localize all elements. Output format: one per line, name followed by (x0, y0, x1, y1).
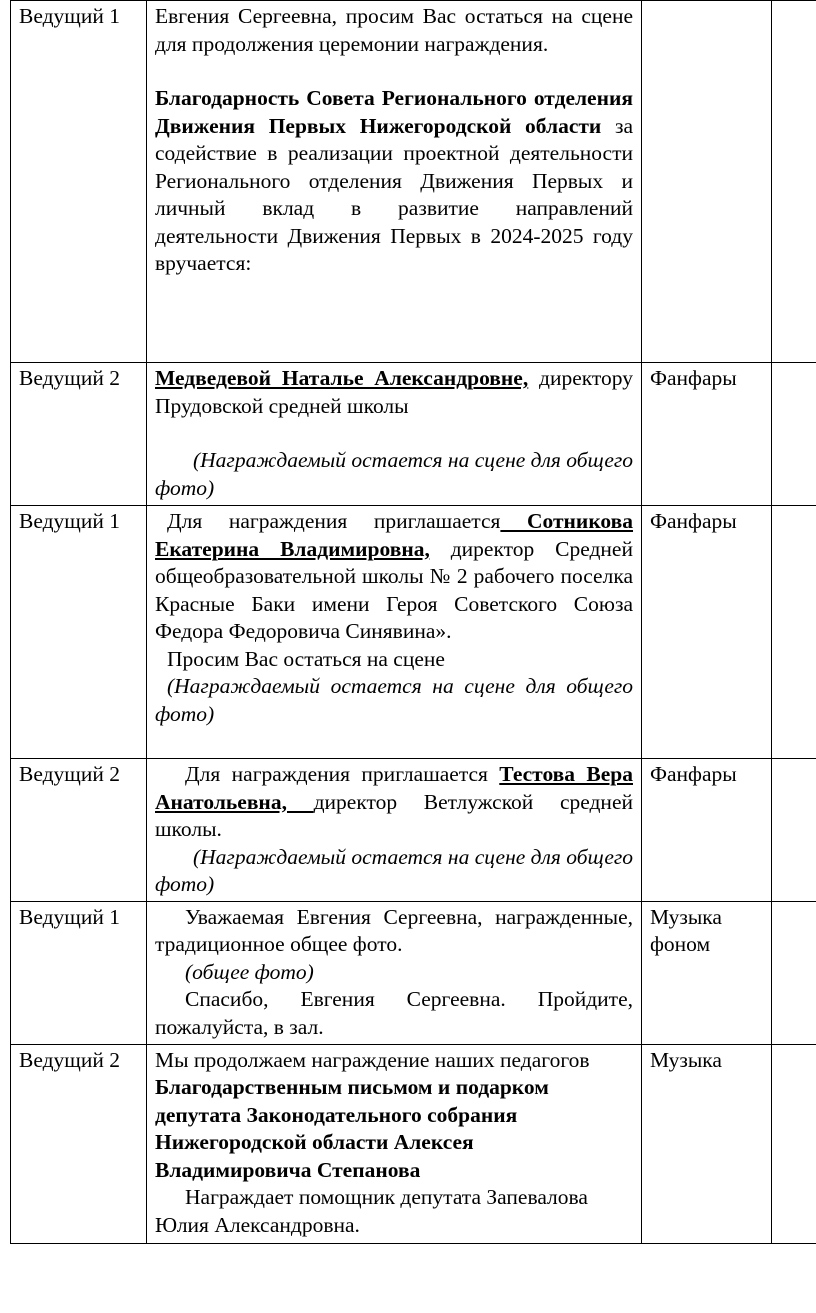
script-paragraph: Просим Вас остаться на сцене (167, 646, 445, 671)
award-title: Благодарность Совета Регионального отделения Движения Первых Нижегородской области (155, 86, 633, 138)
empty-cell (772, 506, 816, 759)
cue-cell: Музыка фоном (642, 901, 772, 1044)
awardee-position: директору Прудовской средней школы (155, 366, 633, 418)
script-paragraph (155, 761, 633, 844)
stage-note: (Награждаемый остается на сцене для общего фото) (155, 674, 633, 726)
script-paragraph (155, 1047, 633, 1185)
speaker-cell: Ведущий 1 (11, 901, 147, 1044)
stage-note: (Награждаемый остается на сцене для общего фото) (155, 448, 633, 500)
table-row (11, 363, 816, 506)
script-paragraph: Спасибо, Евгения Сергеевна. Пройдите, пожалуйста, в зал. (155, 987, 633, 1039)
script-cell (147, 1, 642, 363)
script-paragraph: Уважаемая Евгения Сергеевна, награжденные, традиционное общее фото. (155, 904, 633, 956)
awardee-position: директор Ветлужской средней школы. (155, 789, 633, 841)
script-paragraph: Награждает помощник депутата Запевалова Юлия Александровна. (155, 1185, 588, 1237)
invitation-text: Для награждения приглашается (167, 509, 501, 533)
table-row (11, 1044, 816, 1243)
cue-cell (642, 1, 772, 363)
cue-cell: Музыка (642, 1044, 772, 1243)
ceremony-script-table (10, 0, 816, 1244)
speaker-cell: Ведущий 1 (11, 1, 147, 363)
table-row (11, 759, 816, 902)
invitation-text: Для награждения приглашается (185, 762, 500, 786)
script-cell (147, 901, 642, 1044)
script-cell (147, 363, 642, 506)
award-description: за содействие в реализации проектной деятельности Регионального отделения Движения Первых и личный вклад в развитие направлений деятельности Движения Первых в 2024-2025 году вручается: (155, 113, 633, 275)
empty-cell (772, 1, 816, 363)
empty-cell (772, 1044, 816, 1243)
empty-cell (772, 901, 816, 1044)
cue-cell: Фанфары (642, 759, 772, 902)
script-cell (147, 759, 642, 902)
award-title: Благодарственным письмом и подарком депутата Законодательного собрания Нижегородской области Алексея Владимировича Степанова (155, 1075, 549, 1182)
empty-cell (772, 363, 816, 506)
table-row (11, 901, 816, 1044)
speaker-cell: Ведущий 1 (11, 506, 147, 759)
empty-cell (772, 759, 816, 902)
speaker-cell: Ведущий 2 (11, 1044, 147, 1243)
script-paragraph (155, 365, 633, 420)
table-row (11, 506, 816, 759)
script-cell (147, 506, 642, 759)
script-paragraph (155, 85, 633, 278)
script-cell (147, 1044, 642, 1243)
intro-text: Мы продолжаем награждение наших педагогов (155, 1047, 590, 1072)
table-row (11, 1, 816, 363)
awardee-name: Тестова Вера Анатольевна, (155, 762, 633, 814)
stage-note: (Награждаемый остается на сцене для общего фото) (155, 844, 633, 896)
awardee-name: Сотникова Екатерина Владимировна, (155, 509, 634, 561)
cue-cell: Фанфары (642, 506, 772, 759)
speaker-cell: Ведущий 2 (11, 363, 147, 506)
cue-cell: Фанфары (642, 363, 772, 506)
script-paragraph: Евгения Сергеевна, просим Вас остаться на сцене для продолжения церемонии награждения. (155, 4, 633, 56)
awardee-position: директор Средней общеобразовательной школы № 2 рабочего поселка Красные Баки имени Героя Советского Союза Федора Федоровича Синявина». (155, 536, 633, 643)
script-paragraph (155, 508, 633, 646)
stage-note: (общее фото) (185, 959, 314, 984)
awardee-name: Медведевой Наталье Александровне, (155, 366, 529, 390)
speaker-cell: Ведущий 2 (11, 759, 147, 902)
